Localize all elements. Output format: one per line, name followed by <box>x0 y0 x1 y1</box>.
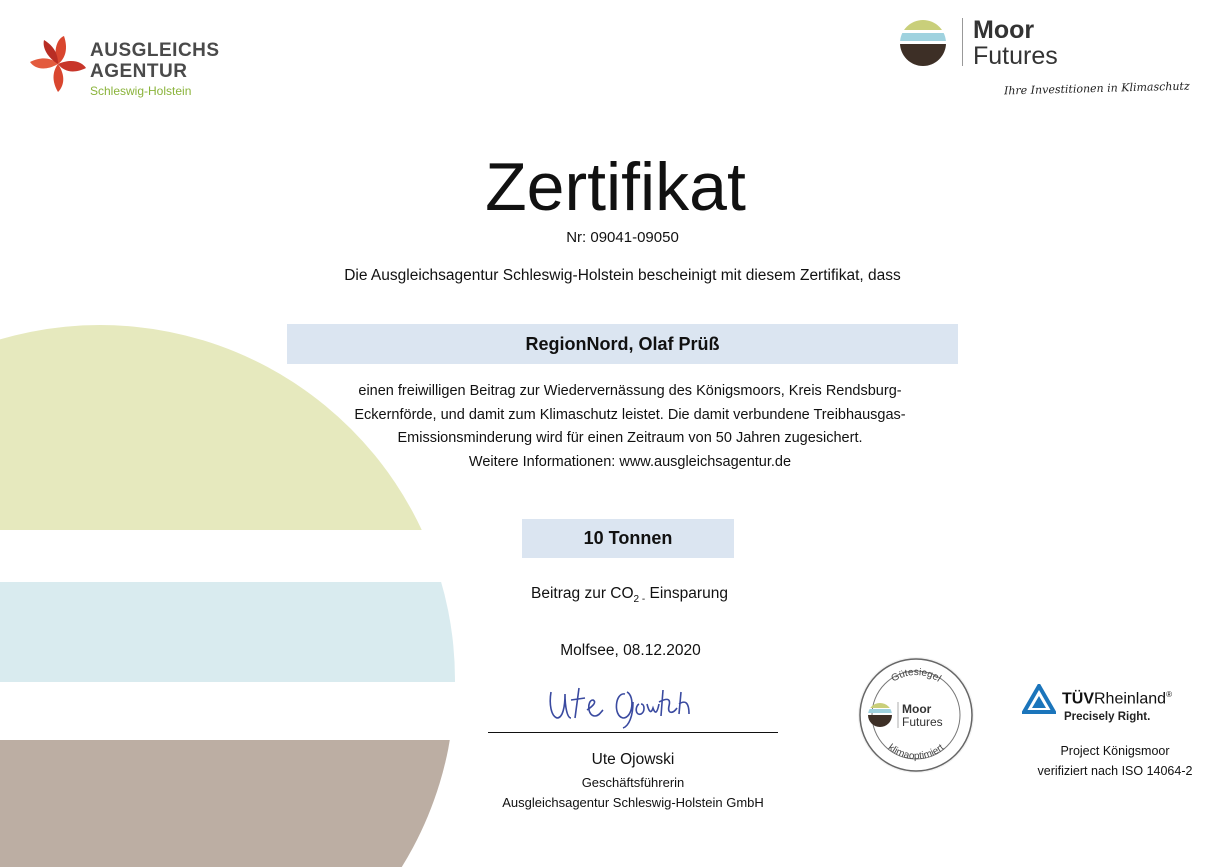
tuv-name-light: Rheinland <box>1094 690 1167 708</box>
amount-value: 10 Tonnen <box>583 528 673 548</box>
tuv-project-line: verifiziert nach ISO 14064-2 <box>1037 764 1193 778</box>
ausgleich-subtitle: Schleswig-Holstein <box>90 84 192 98</box>
moor-word: Moor <box>973 16 1035 44</box>
seal-word2: Futures <box>902 715 943 729</box>
description-line: Weitere Informationen: www.ausgleichsagentur.de <box>468 453 792 470</box>
seal-bottom-text: klimaoptimiert <box>885 742 947 763</box>
ausgleich-line1: AUSGLEICHS <box>90 40 220 61</box>
certificate-intro: Die Ausgleichsagentur Schleswig-Holstein bescheinigt mit diesem Zertifikat, dass <box>344 267 901 284</box>
tuv-name-bold: TÜV <box>1062 690 1094 708</box>
co2-prefix: Beitrag zur CO <box>531 585 634 602</box>
tuv-name <box>1062 690 1172 708</box>
tuv-claim: Precisely Right. <box>1064 711 1151 723</box>
certificate-description <box>310 380 950 474</box>
tuv-project-info <box>1020 741 1210 781</box>
co2-suffix: Einsparung <box>645 585 728 602</box>
signer-organization: Ausgleichsagentur Schleswig-Holstein GmbH <box>502 795 764 810</box>
handwritten-signature <box>543 680 713 730</box>
signature-line <box>488 732 778 733</box>
description-line: Emissionsminderung wird für einen Zeitraum von 50 Jahren zugesichert. <box>397 430 863 446</box>
amount-box <box>522 519 734 558</box>
place-date: Molfsee, 08.12.2020 <box>560 642 701 659</box>
moorfutures-seal <box>852 655 982 775</box>
certificate-title: Zertifikat <box>485 149 746 225</box>
red-flower-icon <box>28 34 88 94</box>
seal-top-text: Gütesiegel <box>889 666 943 685</box>
co2-subscript: 2 - <box>633 594 646 606</box>
co2-caption <box>0 585 1231 605</box>
moor-divider <box>962 18 963 66</box>
ausgleichsagentur-name <box>90 40 220 82</box>
seal-word1: Moor <box>902 702 932 716</box>
tuv-triangle-icon <box>1022 684 1056 714</box>
tuv-registered: ® <box>1166 690 1172 699</box>
description-line: einen freiwilligen Beitrag zur Wiedervernässung des Königsmoors, Kreis Rendsburg- <box>358 383 902 399</box>
ausgleich-line2: AGENTUR <box>90 61 188 82</box>
recipient-box <box>287 324 958 364</box>
recipient-name: RegionNord, Olaf Prüß <box>525 333 720 354</box>
futures-word: Futures <box>973 42 1058 70</box>
tuv-project-line: Project Königsmoor <box>1060 744 1170 758</box>
description-line: Eckernförde, und damit zum Klimaschutz leistet. Die damit verbundene Treibhausgas- <box>354 406 906 423</box>
moor-slogan: Ihre Investitionen in Klimaschutz <box>1003 79 1190 98</box>
signer-name: Ute Ojowski <box>591 751 675 768</box>
signer-role: Geschäftsführerin <box>581 775 685 790</box>
moorfutures-logo-icon <box>898 18 948 68</box>
certificate-number: Nr: 09041-09050 <box>566 229 679 246</box>
